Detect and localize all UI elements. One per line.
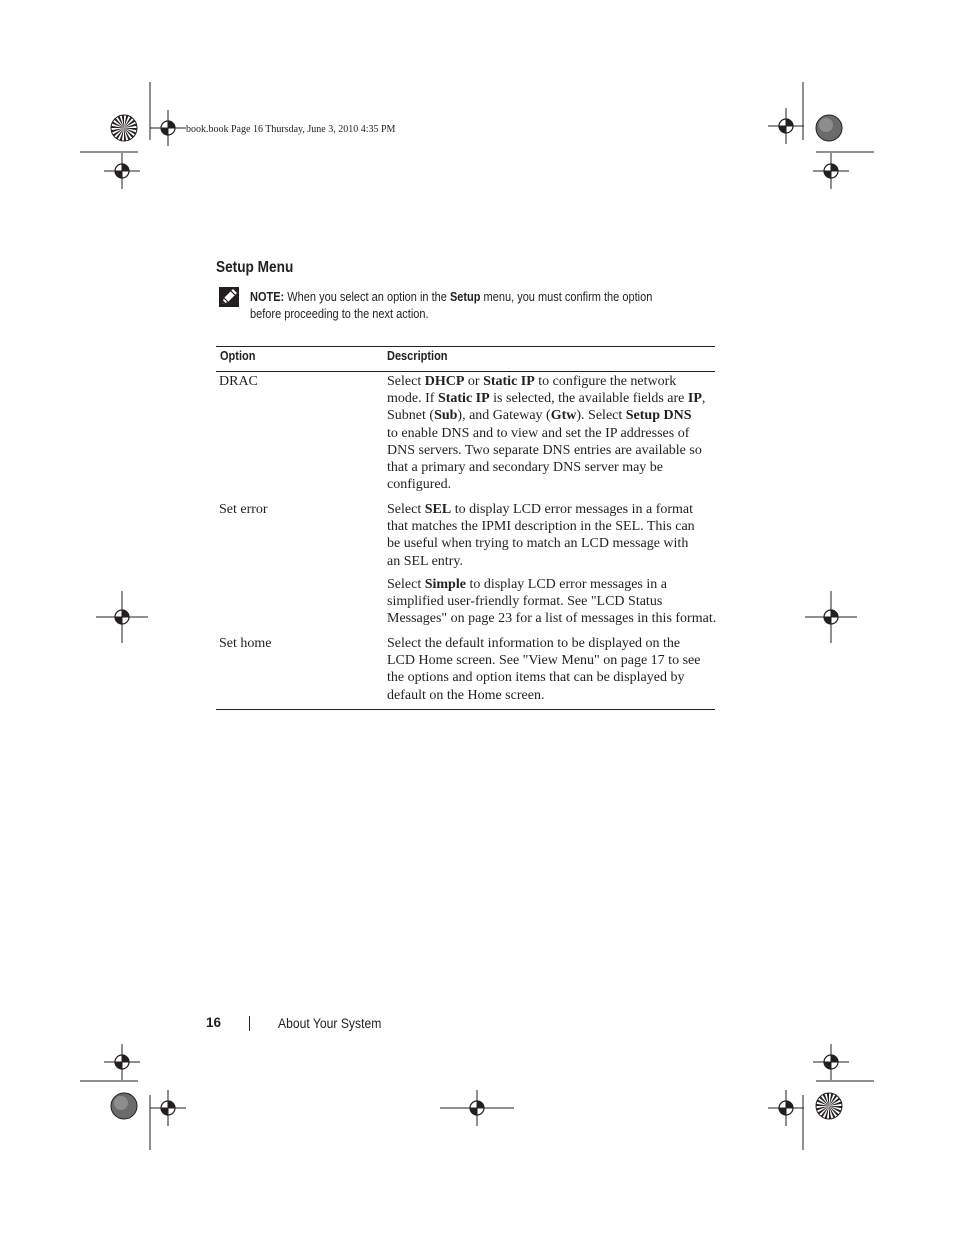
note-text-after: menu, you must confirm the option [480,290,653,304]
description-text: simplified user-friendly format. See "LCD Status [387,594,663,610]
registration-crosshair-icon [813,153,849,189]
note-text-before: When you select an option in the [284,290,450,304]
header-option: Option [220,349,256,363]
description-bold-text: IP [687,391,702,407]
description-text: to display LCD error messages in a format [451,502,694,517]
color-swatch-icon [816,115,842,141]
description-text: ), and Gateway ( [457,408,551,424]
description-text: configured. [387,477,452,493]
registration-crosshair-icon [104,153,140,189]
star-target-icon [816,1093,842,1119]
registration-crosshair-icon [104,1044,140,1080]
registration-crosshair-icon [813,1044,849,1080]
description-text: , [701,391,706,407]
description-bold-text: Setup DNS [625,408,692,424]
description-bold-text: Simple [424,577,466,592]
description-text: Select [387,577,425,592]
description-text: to configure the network [534,374,677,389]
description-bold-text: Static IP [437,391,490,407]
description-bold-text: DHCP [424,374,465,389]
description-text: mode. If [387,391,438,407]
description-bold-text: SEL [424,502,452,517]
registration-crosshair-icon [150,1090,186,1126]
registration-crosshair-icon [768,108,804,144]
description-text: that matches the IPMI description in the SEL. This can [387,519,695,535]
description-text: or [464,374,484,389]
description-bold-text: Sub [434,408,458,424]
description-text: is selected, the available fields are [489,391,688,407]
description-text: the options and option items that can be displayed by [387,670,685,686]
description-bold-text: Gtw [550,408,577,424]
description-text: DNS servers. Two separate DNS entries are available so [387,442,702,458]
description-text: to enable DNS and to view and set the IP addresses of [387,425,690,441]
section-heading: Setup Menu [216,259,294,276]
description-text: Select [387,374,425,389]
page-number: 16 [206,1015,222,1030]
row-option-set-home: Set home [219,636,272,651]
description-text: to display LCD error messages in a [465,577,667,592]
note-menu-name: Setup [449,290,481,304]
description-text: Select [387,502,425,517]
description-text: Select the default information to be displayed on the [387,636,681,651]
description-bold-text: Static IP [483,374,535,389]
description-text: ). Select [576,408,626,424]
registration-crosshair-icon [768,1090,804,1126]
header-description: Description [387,349,448,363]
description-text: an SEL entry. [387,553,463,569]
row-option-drac: DRAC [219,374,258,389]
description-text: LCD Home screen. See "View Menu" on page 17 to see [387,653,701,669]
print-header: book.book Page 16 Thursday, June 3, 2010 4:35 PM [186,124,396,135]
registration-crosshair-icon [805,591,857,643]
footer-title: About Your System [278,1016,382,1031]
description-text: that a primary and secondary DNS server may be [387,460,664,476]
description-text: default on the Home screen. [387,687,545,703]
description-text: Subnet ( [387,408,435,424]
row-option-set-error: Set error [219,502,268,517]
description-text: be useful when trying to match an LCD message with [387,536,689,552]
note-line-2: before proceeding to the next action. [250,307,429,321]
star-target-icon [111,115,137,141]
registration-crosshair-icon [150,110,186,146]
color-swatch-icon [111,1093,137,1119]
registration-crosshair-icon [96,591,148,643]
note-label: NOTE: [250,290,285,304]
description-text: Messages" on page 23 for a list of messages in this format. [387,611,717,627]
